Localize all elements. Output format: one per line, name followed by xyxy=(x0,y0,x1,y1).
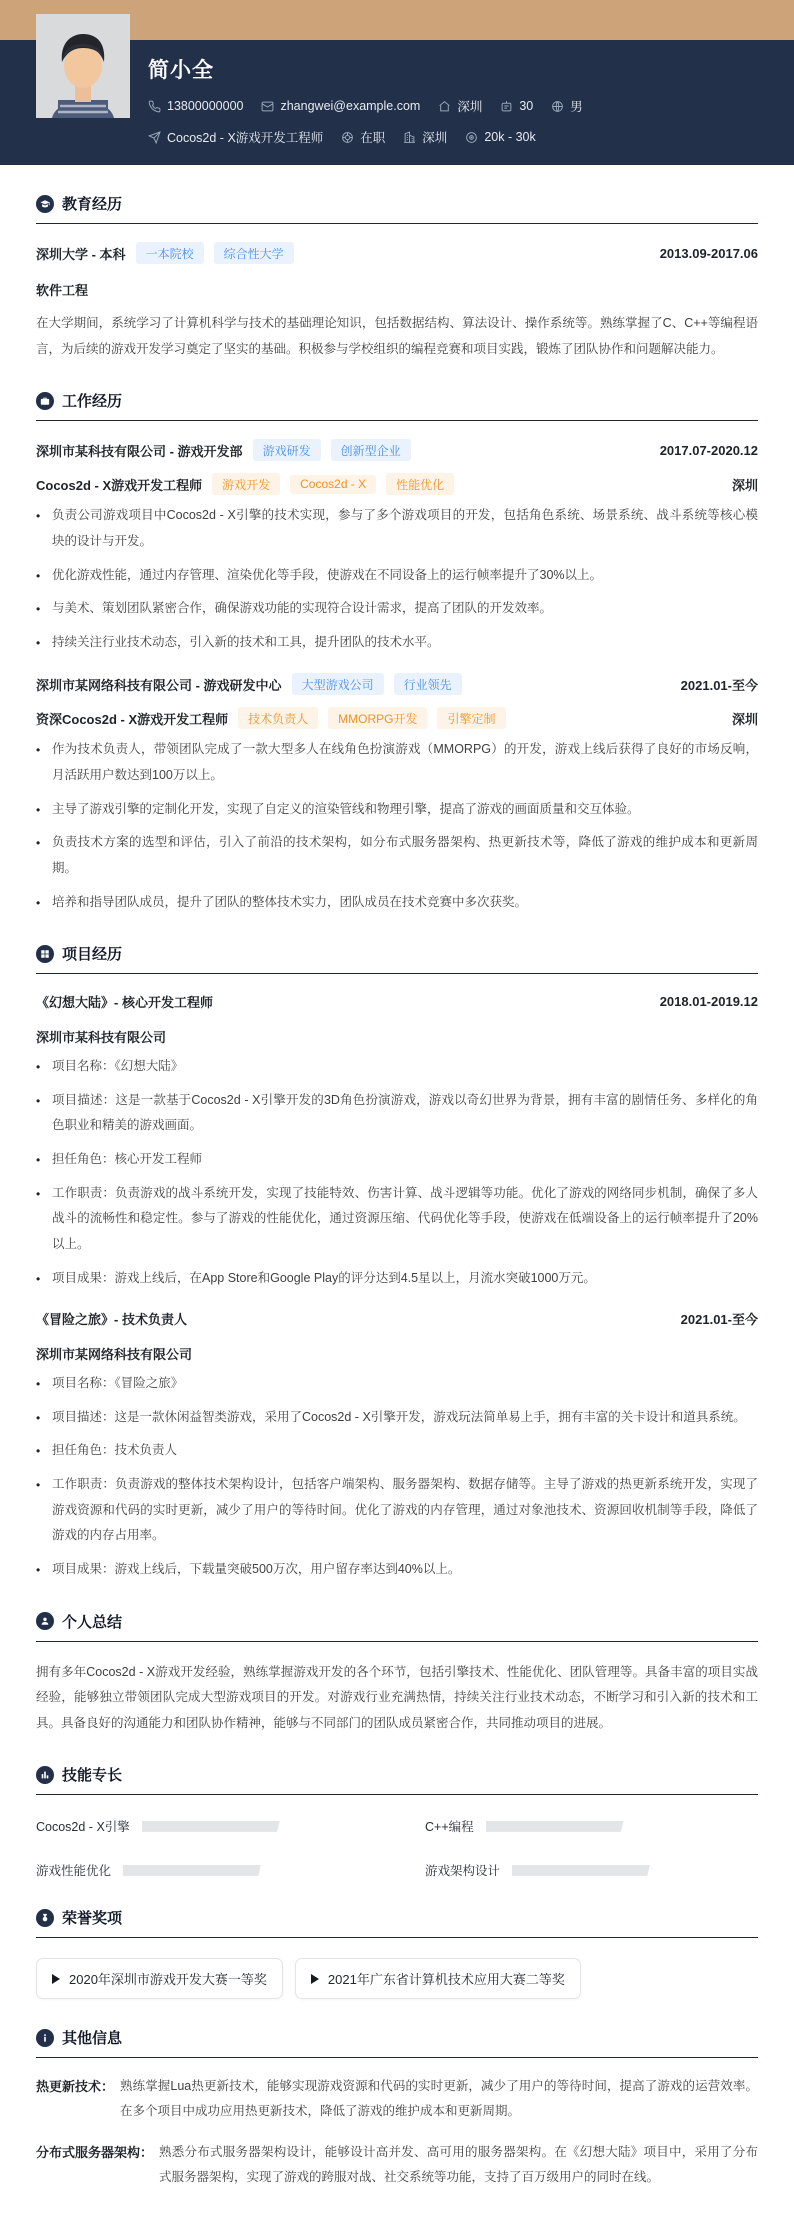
medal-icon xyxy=(36,1909,54,1927)
position-tag: 引擎定制 xyxy=(437,707,505,729)
position-tag: 性能优化 xyxy=(386,473,454,495)
work-bullet: • 负责公司游戏项目中Cocos2d - X引擎的技术实现，参与了多个游戏项目的开发，包括角色系统、场景系统、战斗系统等核心模块的设计与开发。 xyxy=(36,508,758,548)
mail-icon xyxy=(261,100,274,113)
project-name: 《幻想大陆》- 核心开发工程师 xyxy=(36,995,213,1011)
work-city-contact xyxy=(403,128,447,146)
position-title: 资深Cocos2d - X游戏开发工程师 xyxy=(36,711,229,727)
company-tag: 大型游戏公司 xyxy=(292,673,384,695)
work-bullet: • 优化游戏性能，通过内存管理、渲染优化等手段，使游戏在不同设备上的运行帧率提升了30%以上。 xyxy=(36,567,603,583)
info-icon xyxy=(36,2029,54,2047)
person-icon xyxy=(36,1612,54,1630)
work-bullet: • 持续关注行业技术动态，引入新的技术和工具，提升团队的技术水平。 xyxy=(36,634,440,650)
work-bullet: • 负责技术方案的选型和评估，引入了前沿的技术架构，如分布式服务器架构、热更新技术等，降低了游戏的维护成本和更新周期。 xyxy=(36,835,758,875)
section-header-summary xyxy=(36,1611,758,1642)
school-name: 深圳大学 - 本科 xyxy=(36,246,126,262)
honor-text: 2020年深圳市游戏开发大赛一等奖 xyxy=(69,1972,267,1988)
other-desc: 熟悉分布式服务器架构设计，能够设计高并发、高可用的服务器架构。在《幻想大陆》项目中，采用了分布式服务器架构，实现了游戏的跨服对战、社交系统等功能，支持了百万级用户的同时在线。 xyxy=(159,2145,758,2185)
gender-contact xyxy=(551,97,583,115)
skill-item xyxy=(36,1861,369,1879)
skill-bar xyxy=(486,1821,624,1832)
skill-label: 游戏架构设计 xyxy=(425,1864,501,1879)
other-term: 分布式服务器架构： xyxy=(36,2145,154,2161)
project-bullet: • 工作职责：负责游戏的整体技术架构设计，包括客户端架构、服务器架构、数据存储等。主导了游戏的热更新系统开发，实现了游戏资源和代码的实时更新，减少了用户的等待时间。优化了游戏的内存管理，通过对象池技术、资源回收机制等手段，降低了游戏的内存占用率。 xyxy=(36,1477,758,1543)
phone-contact xyxy=(148,99,243,113)
project-bullets xyxy=(36,1371,758,1582)
home-icon xyxy=(438,100,451,113)
work-entry xyxy=(36,439,758,655)
project-date: 2018.01-2019.12 xyxy=(659,994,758,1010)
skill-label: 游戏性能优化 xyxy=(36,1864,112,1879)
education-date: 2013.09-2017.06 xyxy=(659,245,758,261)
work-bullet: • 主导了游戏引擎的定制化开发，实现了自定义的渲染管线和物理引擎，提高了游戏的画面质量和交互体验。 xyxy=(36,801,640,817)
phone-icon xyxy=(148,100,161,113)
work-bullet: • 与美术、策划团队紧密合作，确保游戏功能的实现符合设计需求，提高了团队的开发效率。 xyxy=(36,601,553,617)
age-icon xyxy=(500,100,513,113)
section-title-projects: 项目经历 xyxy=(62,946,123,964)
honor-badge[interactable] xyxy=(295,1958,581,1999)
position-tag: 游戏开发 xyxy=(212,473,280,495)
section-header-skills xyxy=(36,1764,758,1795)
project-bullet: • 项目名称：《幻想大陆》 xyxy=(36,1059,184,1075)
gender-value: 男 xyxy=(570,100,583,114)
company-tag: 游戏研发 xyxy=(253,439,321,461)
education-tag: 综合性大学 xyxy=(214,242,294,264)
project-company: 深圳市某科技有限公司 xyxy=(36,1030,167,1046)
skill-label: C++编程 xyxy=(425,1820,474,1835)
graduation-cap-icon xyxy=(36,195,54,213)
education-major: 软件工程 xyxy=(36,283,89,298)
project-bullet: • 项目描述：这是一款休闲益智类游戏，采用了Cocos2d - X引擎开发，游戏玩法简单易上手，拥有丰富的关卡设计和道具系统。 xyxy=(36,1409,746,1425)
work-entry xyxy=(36,673,758,915)
project-bullet: • 担任角色：核心开发工程师 xyxy=(36,1152,203,1167)
work-location: 深圳 xyxy=(731,711,758,727)
project-bullets xyxy=(36,1054,758,1291)
summary-text: 拥有多年Cocos2d - X游戏开发经验，熟练掌握游戏开发的各个环节，包括引擎技术、性能优化、团队管理等。具备丰富的项目实战经验，能够独立带领团队完成大型游戏项目的开发。对游戏行业充满热情，持续关注行业技术动态，不断学习和引入新的技术和工具。具备良好的沟通能力和团队协作精神，能够与不同部门的团队成员紧密合作，共同推动项目的进展。 xyxy=(36,1664,758,1730)
skills-grid xyxy=(36,1817,758,1879)
other-info-item xyxy=(36,2140,758,2190)
project-date: 2021.01-至今 xyxy=(680,1312,758,1328)
profile-photo xyxy=(36,14,130,118)
position-contact xyxy=(148,128,323,146)
project-bullet: • 担任角色：技术负责人 xyxy=(36,1443,178,1459)
work-date: 2021.01-至今 xyxy=(680,677,758,693)
home-city-contact xyxy=(438,97,482,115)
city-icon xyxy=(403,131,416,144)
status-icon xyxy=(341,131,354,144)
job-status-contact xyxy=(341,128,385,146)
education-entry-head xyxy=(36,242,758,264)
age-contact xyxy=(500,99,533,113)
work-company-row xyxy=(36,439,758,461)
position-tag: 技术负责人 xyxy=(238,707,318,729)
other-term: 热更新技术： xyxy=(36,2079,115,2095)
job-status-value: 在职 xyxy=(360,131,386,145)
bar-chart-icon xyxy=(36,1766,54,1784)
work-city-value: 深圳 xyxy=(422,131,448,145)
project-bullet: • 项目成果：游戏上线后，在App Store和Google Play的评分达到4.5星以上，月流水突破1000万元。 xyxy=(36,1270,596,1286)
project-bullet: • 项目名称：《冒险之旅》 xyxy=(36,1376,184,1392)
resume-body xyxy=(0,193,794,2220)
skill-item xyxy=(425,1817,758,1835)
work-bullets xyxy=(36,503,758,655)
honor-badge[interactable] xyxy=(36,1958,283,1999)
briefcase-icon xyxy=(36,392,54,410)
position-icon xyxy=(148,131,161,144)
age-value: 30 xyxy=(519,99,534,113)
section-title-work: 工作经历 xyxy=(62,393,123,411)
position-value: Cocos2d - X游戏开发工程师 xyxy=(167,131,324,145)
company-tag: 创新型企业 xyxy=(331,439,411,461)
company-tag: 行业领先 xyxy=(394,673,462,695)
work-position-row xyxy=(36,473,758,495)
project-bullet: • 工作职责：负责游戏的战斗系统开发，实现了技能特效、伤害计算、战斗逻辑等功能。优化了游戏的网络同步机制，确保了多人战斗的流畅性和稳定性。参与了游戏的性能优化，通过资源压缩、代码优化等手段，使游戏在低端设备上的运行帧率提升了20%以上。 xyxy=(36,1185,758,1251)
profile-photo-illustration xyxy=(36,14,130,118)
honor-text: 2021年广东省计算机技术应用大赛二等奖 xyxy=(327,1972,565,1988)
project-head xyxy=(36,1309,758,1328)
project-bullet: • 项目描述：这是一款基于Cocos2d - X引擎开发的3D角色扮演游戏，游戏以奇幻世界为背景，拥有丰富的剧情任务、多样化的角色职业和精美的游戏画面。 xyxy=(36,1092,758,1133)
work-date: 2017.07-2020.12 xyxy=(659,442,758,458)
play-triangle-icon xyxy=(311,1974,319,1984)
section-title-skills: 技能专长 xyxy=(62,1767,123,1785)
email-contact xyxy=(261,99,420,113)
section-header-work xyxy=(36,390,758,421)
skill-bar xyxy=(142,1821,280,1832)
work-company-row xyxy=(36,673,758,695)
position-title: Cocos2d - X游戏开发工程师 xyxy=(36,477,203,493)
section-header-projects xyxy=(36,943,758,974)
email-value: zhangwei@example.com xyxy=(280,99,421,113)
contact-row-2 xyxy=(148,128,794,146)
work-bullets xyxy=(36,737,758,915)
skill-item xyxy=(36,1817,369,1835)
project-bullet: • 项目成果：游戏上线后，下载量突破500万次，用户留存率达到40%以上。 xyxy=(36,1561,461,1577)
play-triangle-icon xyxy=(52,1974,60,1984)
gender-icon xyxy=(551,100,564,113)
section-title-education: 教育经历 xyxy=(62,196,123,213)
education-description: 在大学期间，系统学习了计算机科学与技术的基础理论知识，包括数据结构、算法设计、操作系统等。熟练掌握了C、C++等编程语言，为后续的游戏开发学习奠定了坚实的基础。积极参与学校组织的编程竞赛和项目实践，锻炼了团队协作和问题解决能力。 xyxy=(36,316,758,356)
education-tag: 一本院校 xyxy=(136,242,204,264)
project-head xyxy=(36,992,758,1011)
work-bullet: • 作为技术负责人，带领团队完成了一款大型多人在线角色扮演游戏（MMORPG）的开发，游戏上线后获得了良好的市场反响，月活跃用户数达到100万以上。 xyxy=(36,742,758,782)
work-position-row xyxy=(36,707,758,729)
section-title-summary: 个人总结 xyxy=(62,1613,123,1631)
project-company: 深圳市某网络科技有限公司 xyxy=(36,1347,193,1363)
skill-label: Cocos2d - X引擎 xyxy=(36,1820,130,1835)
salary-contact xyxy=(465,130,535,144)
section-title-honors: 荣誉奖项 xyxy=(62,1910,123,1928)
section-header-other xyxy=(36,2027,758,2058)
section-title-other: 其他信息 xyxy=(62,2030,123,2048)
project-entry xyxy=(36,992,758,1291)
phone-value: 13800000000 xyxy=(167,99,244,113)
resume-header xyxy=(0,40,794,165)
salary-value: 20k - 30k xyxy=(484,130,536,144)
position-tag: MMORPG开发 xyxy=(328,707,427,729)
project-entry xyxy=(36,1309,758,1582)
project-name: 《冒险之旅》- 技术负责人 xyxy=(36,1312,187,1328)
contact-row-1 xyxy=(148,97,794,115)
position-tag: Cocos2d - X xyxy=(290,475,376,494)
section-header-honors xyxy=(36,1907,758,1938)
work-bullet: • 培养和指导团队成员，提升了团队的整体技术实力，团队成员在技术竞赛中多次获奖。 xyxy=(36,894,528,910)
work-location: 深圳 xyxy=(731,477,758,493)
honors-row xyxy=(36,1958,758,1999)
home-city-value: 深圳 xyxy=(457,100,483,114)
skill-item xyxy=(425,1861,758,1879)
person-name: 简小全 xyxy=(148,59,214,82)
other-info-item xyxy=(36,2074,758,2124)
section-header-education xyxy=(36,193,758,224)
other-desc: 熟练掌握Lua热更新技术，能够实现游戏资源和代码的实时更新，减少了用户的等待时间，提高了游戏的运营效率。在多个项目中成功应用热更新技术，降低了游戏的维护成本和更新周期。 xyxy=(120,2079,758,2119)
grid-icon xyxy=(36,945,54,963)
company-name: 深圳市某网络科技有限公司 - 游戏研发中心 xyxy=(36,677,282,693)
salary-icon xyxy=(465,131,478,144)
company-name: 深圳市某科技有限公司 - 游戏开发部 xyxy=(36,443,243,459)
